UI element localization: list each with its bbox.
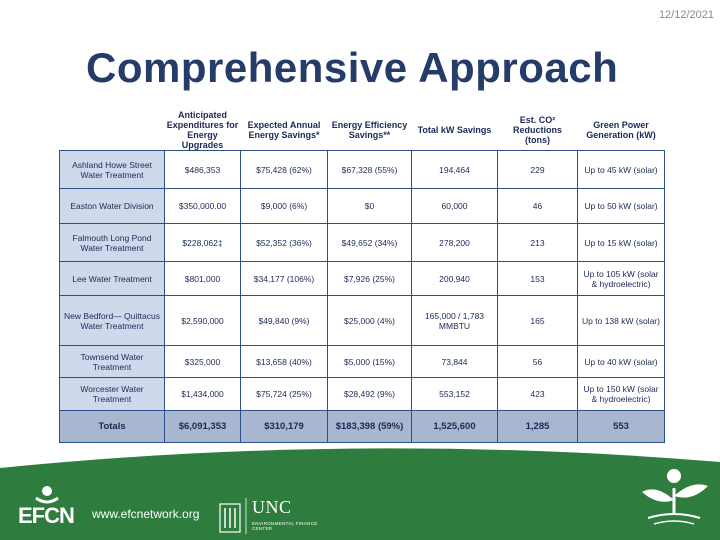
table-cell: $34,177 (106%) xyxy=(241,262,328,296)
table-cell: $49,652 (34%) xyxy=(328,224,412,262)
table-cell: 56 xyxy=(498,346,578,378)
table-cell: $228,062‡ xyxy=(165,224,241,262)
table-row xyxy=(60,346,665,378)
totals-cell: $183,398 (59%) xyxy=(328,411,412,443)
table-cell: 194,464 xyxy=(412,151,498,189)
table-header-row xyxy=(60,110,665,151)
row-facility: Lee Water Treatment xyxy=(60,262,165,296)
table-cell: Up to 15 kW (solar) xyxy=(578,224,665,262)
header-cell: Anticipated Expenditures for Energy Upgrades xyxy=(165,110,241,151)
table-cell: $1,434,000 xyxy=(165,378,241,411)
row-facility: Ashland Howe Street Water Treatment xyxy=(60,151,165,189)
table-cell: $52,352 (36%) xyxy=(241,224,328,262)
totals-cell: $310,179 xyxy=(241,411,328,443)
table-cell: 553,152 xyxy=(412,378,498,411)
table-row xyxy=(60,151,665,189)
table-cell: 46 xyxy=(498,189,578,224)
energy-table-container xyxy=(59,110,664,442)
table-cell: Up to 50 kW (solar) xyxy=(578,189,665,224)
table-cell: 278,200 xyxy=(412,224,498,262)
table-cell: $325,000 xyxy=(165,346,241,378)
row-facility: Worcester Water Treatment xyxy=(60,378,165,411)
table-cell: $350,000.00 xyxy=(165,189,241,224)
table-row xyxy=(60,189,665,224)
table-cell: Up to 150 kW (solar & hydroelectric) xyxy=(578,378,665,411)
table-cell: $7,926 (25%) xyxy=(328,262,412,296)
slide-date: 12/12/2021 xyxy=(658,9,714,21)
table-row xyxy=(60,224,665,262)
table-cell: 229 xyxy=(498,151,578,189)
table-cell: $0 xyxy=(328,189,412,224)
footer-url-link[interactable]: www.efcnetwork.org xyxy=(92,507,200,521)
table-cell: 60,000 xyxy=(412,189,498,224)
totals-label: Totals xyxy=(60,411,165,443)
table-row xyxy=(60,262,665,296)
efcn-logo-text: EFCN xyxy=(18,503,74,528)
header-cell: Total kW Savings xyxy=(412,110,498,151)
table-cell: $75,724 (25%) xyxy=(241,378,328,411)
table-cell: 423 xyxy=(498,378,578,411)
totals-cell: 1,525,600 xyxy=(412,411,498,443)
table-cell: $801,000 xyxy=(165,262,241,296)
header-cell: Green Power Generation (kW) xyxy=(578,110,665,151)
slide-title: Comprehensive Approach xyxy=(86,44,619,91)
table-row xyxy=(60,378,665,411)
table-cell: Up to 105 kW (solar & hydroelectric) xyxy=(578,262,665,296)
table-cell: $13,658 (40%) xyxy=(241,346,328,378)
unc-logo-subtext: ENVIRONMENTAL FINANCE CENTER xyxy=(252,521,318,531)
table-cell: 200,940 xyxy=(412,262,498,296)
table-row xyxy=(60,296,665,346)
header-cell xyxy=(60,110,165,151)
row-facility: New Bedford— Quittacus Water Treatment xyxy=(60,296,165,346)
table-cell: 165 xyxy=(498,296,578,346)
footer-band xyxy=(0,468,720,540)
table-cell: $486,353 xyxy=(165,151,241,189)
table-cell: $67,328 (55%) xyxy=(328,151,412,189)
row-facility: Townsend Water Treatment xyxy=(60,346,165,378)
table-cell: $75,428 (62%) xyxy=(241,151,328,189)
table-cell: 165,000 / 1,783 MMBTU xyxy=(412,296,498,346)
table-cell: 73,844 xyxy=(412,346,498,378)
totals-cell: 553 xyxy=(578,411,665,443)
table-cell: $9,000 (6%) xyxy=(241,189,328,224)
table-cell: Up to 45 kW (solar) xyxy=(578,151,665,189)
header-cell: Est. CO² Reductions (tons) xyxy=(498,110,578,151)
sprout-logo-icon xyxy=(636,462,712,532)
unc-logo-text: UNC xyxy=(252,497,292,517)
table-cell: $28,492 (9%) xyxy=(328,378,412,411)
table-cell: $2,590,000 xyxy=(165,296,241,346)
table-cell: 153 xyxy=(498,262,578,296)
row-facility: Falmouth Long Pond Water Treatment xyxy=(60,224,165,262)
row-facility: Easton Water Division xyxy=(60,189,165,224)
table-cell: $5,000 (15%) xyxy=(328,346,412,378)
totals-cell: 1,285 xyxy=(498,411,578,443)
header-cell: Energy Efficiency Savings** xyxy=(328,110,412,151)
table-cell: 213 xyxy=(498,224,578,262)
totals-cell: $6,091,353 xyxy=(165,411,241,443)
header-cell: Expected Annual Energy Savings* xyxy=(241,110,328,151)
energy-table xyxy=(59,110,665,443)
table-cell: $49,840 (9%) xyxy=(241,296,328,346)
table-cell: $25,000 (4%) xyxy=(328,296,412,346)
totals-row xyxy=(60,411,665,443)
table-cell: Up to 138 kW (solar) xyxy=(578,296,665,346)
table-cell: Up to 40 kW (solar) xyxy=(578,346,665,378)
